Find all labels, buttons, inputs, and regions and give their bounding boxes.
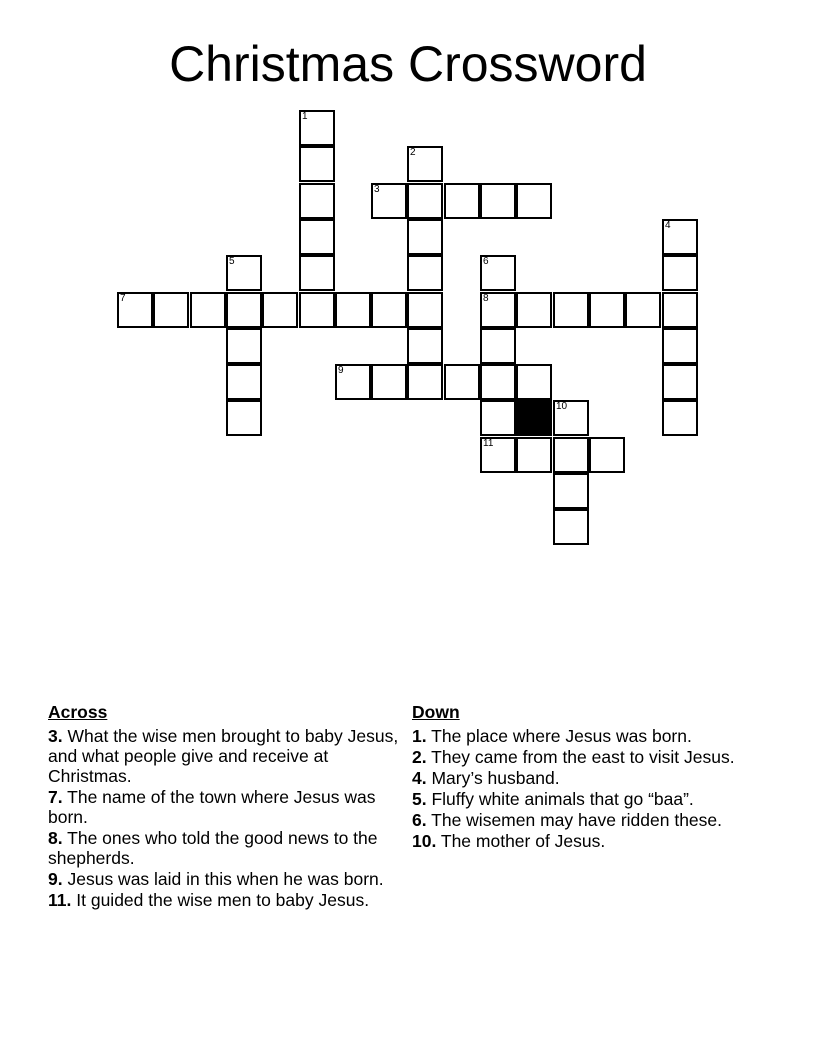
crossword-cell[interactable] bbox=[516, 437, 552, 473]
cell-number: 9 bbox=[338, 365, 344, 376]
cell-number: 3 bbox=[374, 184, 380, 195]
crossword-cell[interactable] bbox=[516, 292, 552, 328]
crossword-cell[interactable] bbox=[662, 400, 698, 436]
crossword-cell[interactable] bbox=[226, 364, 262, 400]
clue-item bbox=[412, 810, 768, 830]
across-clues bbox=[48, 702, 404, 911]
crossword-cell[interactable] bbox=[480, 400, 516, 436]
crossword-cell[interactable] bbox=[226, 400, 262, 436]
crossword-cell[interactable] bbox=[335, 292, 371, 328]
crossword-cell[interactable] bbox=[589, 292, 625, 328]
crossword-cell[interactable] bbox=[299, 183, 335, 219]
clue-item bbox=[412, 831, 768, 851]
across-heading: Across bbox=[48, 702, 108, 722]
clue-text: The mother of Jesus. bbox=[440, 831, 606, 851]
clue-item bbox=[48, 890, 404, 910]
crossword-cell[interactable] bbox=[407, 364, 443, 400]
crossword-cell[interactable] bbox=[662, 292, 698, 328]
crossword-cell[interactable] bbox=[553, 437, 589, 473]
crossword-cell[interactable] bbox=[553, 292, 589, 328]
clue-number: 7. bbox=[48, 787, 63, 807]
clue-number: 8. bbox=[48, 828, 63, 848]
crossword-cell[interactable] bbox=[226, 292, 262, 328]
crossword-cell[interactable] bbox=[480, 364, 516, 400]
clue-number: 6. bbox=[412, 810, 427, 830]
crossword-cell[interactable] bbox=[299, 292, 335, 328]
clue-item bbox=[412, 747, 768, 767]
across-clue-list bbox=[48, 726, 404, 910]
clue-text: The place where Jesus was born. bbox=[431, 726, 692, 746]
clue-item bbox=[412, 726, 768, 746]
crossword-cell[interactable] bbox=[480, 437, 516, 473]
clue-number: 2. bbox=[412, 747, 427, 767]
clue-text: Mary’s husband. bbox=[431, 768, 560, 788]
clue-number: 11. bbox=[48, 890, 72, 910]
crossword-cell[interactable] bbox=[480, 183, 516, 219]
crossword-cell[interactable] bbox=[444, 364, 480, 400]
clue-item bbox=[48, 726, 404, 786]
cell-number: 2 bbox=[410, 147, 416, 158]
crossword-cell[interactable] bbox=[589, 437, 625, 473]
blocked-cell bbox=[516, 400, 552, 436]
crossword-cell[interactable] bbox=[480, 328, 516, 364]
crossword-cell[interactable] bbox=[407, 328, 443, 364]
clue-item bbox=[412, 768, 768, 788]
cell-number: 7 bbox=[120, 293, 126, 304]
crossword-cell[interactable] bbox=[190, 292, 226, 328]
crossword-cell[interactable] bbox=[553, 400, 589, 436]
crossword-cell[interactable] bbox=[662, 364, 698, 400]
crossword-cell[interactable] bbox=[299, 255, 335, 291]
down-heading: Down bbox=[412, 702, 460, 722]
crossword-cell[interactable] bbox=[371, 292, 407, 328]
crossword-cell[interactable] bbox=[299, 110, 335, 146]
clue-number: 1. bbox=[412, 726, 427, 746]
clue-text: The wisemen may have ridden these. bbox=[431, 810, 722, 830]
page-title: Christmas Crossword bbox=[169, 36, 647, 92]
clue-number: 4. bbox=[412, 768, 427, 788]
crossword-cell[interactable] bbox=[480, 292, 516, 328]
cell-number: 11 bbox=[483, 438, 494, 449]
clue-text: The ones who told the good news to the shepherds. bbox=[48, 828, 378, 868]
crossword-cell[interactable] bbox=[553, 509, 589, 545]
crossword-cell[interactable] bbox=[299, 219, 335, 255]
clue-number: 10. bbox=[412, 831, 437, 851]
crossword-cell[interactable] bbox=[662, 328, 698, 364]
crossword-cell[interactable] bbox=[516, 183, 552, 219]
cell-number: 5 bbox=[229, 256, 235, 267]
crossword-cell[interactable] bbox=[299, 146, 335, 182]
cell-number: 6 bbox=[483, 256, 489, 267]
crossword-cell[interactable] bbox=[262, 292, 298, 328]
crossword-cell[interactable] bbox=[407, 183, 443, 219]
clue-item bbox=[412, 789, 768, 809]
clue-item bbox=[48, 787, 404, 827]
crossword-cell[interactable] bbox=[553, 473, 589, 509]
crossword-cell[interactable] bbox=[662, 255, 698, 291]
crossword-cell[interactable] bbox=[335, 364, 371, 400]
crossword-cell[interactable] bbox=[625, 292, 661, 328]
down-clue-list bbox=[412, 726, 768, 851]
crossword-cell[interactable] bbox=[226, 328, 262, 364]
crossword-cell[interactable] bbox=[407, 146, 443, 182]
clue-text: Jesus was laid in this when he was born. bbox=[67, 869, 384, 889]
clue-item bbox=[48, 869, 404, 889]
crossword-cell[interactable] bbox=[480, 255, 516, 291]
crossword-cell[interactable] bbox=[407, 219, 443, 255]
clue-text: What the wise men brought to baby Jesus, and what people give and receive at Christmas. bbox=[48, 726, 399, 786]
crossword-cell[interactable] bbox=[371, 364, 407, 400]
cell-number: 1 bbox=[302, 111, 308, 122]
crossword-cell[interactable] bbox=[662, 219, 698, 255]
crossword-cell[interactable] bbox=[371, 183, 407, 219]
crossword-cell[interactable] bbox=[444, 183, 480, 219]
down-clues bbox=[412, 702, 768, 852]
cell-number: 4 bbox=[665, 220, 671, 231]
crossword-cell[interactable] bbox=[117, 292, 153, 328]
clue-number: 5. bbox=[412, 789, 427, 809]
crossword-cell[interactable] bbox=[153, 292, 189, 328]
crossword-cell[interactable] bbox=[516, 364, 552, 400]
clue-item bbox=[48, 828, 404, 868]
clue-text: Fluffy white animals that go “baa”. bbox=[431, 789, 694, 809]
clue-text: It guided the wise men to baby Jesus. bbox=[76, 890, 370, 910]
clue-text: They came from the east to visit Jesus. bbox=[431, 747, 735, 767]
clue-number: 9. bbox=[48, 869, 63, 889]
clue-text: The name of the town where Jesus was born. bbox=[48, 787, 376, 827]
cell-number: 10 bbox=[556, 401, 568, 412]
crossword-cell[interactable] bbox=[407, 292, 443, 328]
cell-number: 8 bbox=[483, 293, 489, 304]
crossword-cell[interactable] bbox=[407, 255, 443, 291]
clue-number: 3. bbox=[48, 726, 63, 746]
crossword-cell[interactable] bbox=[226, 255, 262, 291]
